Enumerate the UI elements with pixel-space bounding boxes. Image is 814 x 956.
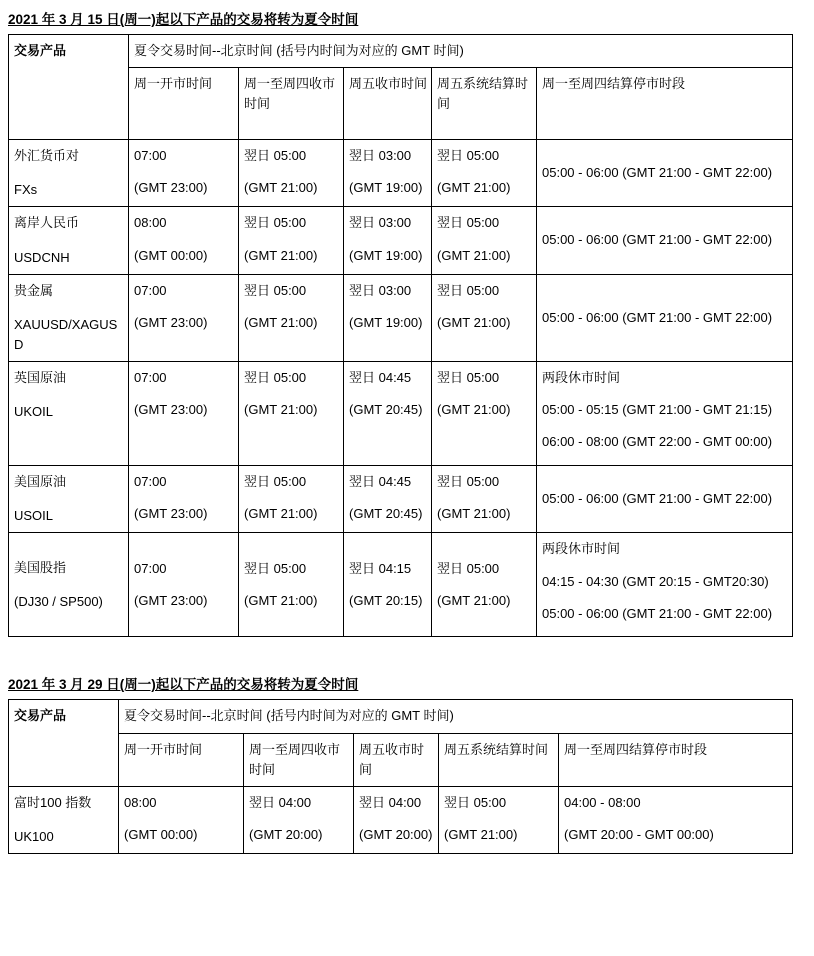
cell-open: [129, 140, 239, 207]
value-gmt: (GMT 23:00): [134, 180, 208, 196]
product-name: 美国原油: [14, 474, 67, 490]
value-local: 翌日 05:00: [437, 282, 500, 298]
header-col-halt: 周一至周四结算停市时段: [537, 68, 793, 140]
table-row: [9, 786, 793, 853]
value-gmt: (GMT 21:00): [437, 506, 511, 522]
cell-open: [119, 786, 244, 853]
cell-halt: [537, 533, 793, 637]
value-local: 翌日 05:00: [244, 560, 307, 576]
cell-open: [129, 533, 239, 637]
table-header-row-span: [9, 700, 793, 733]
header-cell-product: [9, 700, 119, 786]
cell-halt: [537, 466, 793, 533]
product-name: 贵金属: [14, 282, 54, 298]
cell-close-mon-thu: [244, 786, 354, 853]
header-col-close-fri: 周五收市时间: [354, 733, 439, 786]
table-row: [9, 274, 793, 361]
header-col-close-fri: 周五收市时间: [344, 68, 432, 140]
cell-halt: [537, 140, 793, 207]
value-gmt: (GMT 20:15): [349, 592, 423, 608]
value-local: 07:00: [134, 282, 167, 298]
header-col-open: 周一开市时间: [129, 68, 239, 140]
value-local: 07:00: [134, 148, 167, 164]
halt-line-1: 两段休市时间: [542, 370, 621, 386]
value-gmt: (GMT 20:00): [359, 826, 433, 842]
product-cell: [9, 466, 129, 533]
value-local: 翌日 05:00: [244, 215, 307, 231]
product-name: 美国股指: [14, 559, 67, 575]
product-name: 英国原油: [14, 370, 67, 386]
value-local: 翌日 05:00: [437, 474, 500, 490]
section-title-1: 2021 年 3 月 15 日(周一)起以下产品的交易将转为夏令时间: [8, 12, 359, 27]
product-code: XAUUSD/XAGUSD: [14, 316, 118, 352]
cell-close-mon-thu: [239, 533, 344, 637]
value-gmt: (GMT 23:00): [134, 592, 208, 608]
cell-close-mon-thu: [239, 274, 344, 361]
table-header-row-cols: [9, 733, 793, 786]
value-local: 翌日 04:45: [349, 474, 412, 490]
value-local: 翌日 03:00: [349, 215, 412, 231]
value-gmt: (GMT 21:00): [244, 247, 318, 263]
cell-open: [129, 362, 239, 466]
product-cell: [9, 207, 129, 274]
product-code: USDCNH: [14, 249, 70, 265]
halt-line-2: 05:00 - 05:15 (GMT 21:00 - GMT 21:15): [542, 402, 773, 418]
value-gmt: (GMT 21:00): [437, 402, 511, 418]
value-local: 07:00: [134, 370, 167, 386]
value-gmt: (GMT 21:00): [444, 826, 518, 842]
cell-close-fri: [344, 274, 432, 361]
value-local: 翌日 03:00: [349, 282, 412, 298]
section-spacer: [4, 637, 810, 671]
cell-close-fri: [344, 362, 432, 466]
cell-open: [129, 207, 239, 274]
halt-line-3: 06:00 - 08:00 (GMT 22:00 - GMT 00:00): [542, 434, 773, 450]
value-local: 翌日 05:00: [444, 794, 507, 810]
value-local: 翌日 03:00: [349, 148, 412, 164]
halt-line-1: 两段休市时间: [542, 541, 621, 557]
value-local: 翌日 05:00: [437, 148, 500, 164]
cell-settle-fri: [439, 786, 559, 853]
summer-schedule-table-1: [8, 34, 793, 637]
cell-halt: [537, 207, 793, 274]
cell-settle-fri: [432, 466, 537, 533]
value-local: 翌日 05:00: [437, 215, 500, 231]
value-local: 翌日 05:00: [244, 282, 307, 298]
value-local: 07:00: [134, 474, 167, 490]
product-code: (DJ30 / SP500): [14, 593, 103, 609]
header-col-settle-fri: 周五系统结算时间: [432, 68, 537, 140]
section-title-2: 2021 年 3 月 29 日(周一)起以下产品的交易将转为夏令时间: [8, 677, 359, 693]
value-gmt: (GMT 00:00): [124, 826, 198, 842]
value-gmt: (GMT 21:00): [244, 180, 318, 196]
cell-close-fri: [354, 786, 439, 853]
product-name: 外汇货币对: [14, 148, 80, 164]
cell-halt: [537, 274, 793, 361]
product-name: 富时100 指数: [14, 794, 92, 810]
value-local: 翌日 05:00: [244, 148, 307, 164]
header-cell-product: [9, 35, 129, 140]
cell-close-fri: [344, 533, 432, 637]
header-col-halt: 周一至周四结算停市时段: [559, 733, 793, 786]
summer-schedule-table-2: [8, 699, 793, 854]
table-row: [9, 362, 793, 466]
value-gmt: (GMT 21:00): [437, 180, 511, 196]
value-gmt: (GMT 20:00): [249, 826, 323, 842]
product-code: FXs: [14, 182, 38, 198]
value-local: 翌日 05:00: [244, 370, 307, 386]
value-gmt: (GMT 21:00): [244, 314, 318, 330]
table-row: [9, 140, 793, 207]
value-gmt: (GMT 19:00): [349, 314, 423, 330]
halt-line-2: 04:15 - 04:30 (GMT 20:15 - GMT20:30): [542, 573, 769, 589]
product-cell: [9, 533, 129, 637]
cell-settle-fri: [432, 362, 537, 466]
value-local: 翌日 05:00: [437, 370, 500, 386]
value-gmt: (GMT 20:45): [349, 506, 423, 522]
table-header-row-span: [9, 35, 793, 68]
halt-line-1: 04:00 - 08:00: [564, 794, 641, 810]
value-local: 翌日 04:45: [349, 370, 412, 386]
value-gmt: (GMT 21:00): [244, 402, 318, 418]
value-gmt: (GMT 00:00): [134, 247, 208, 263]
value-gmt: (GMT 20:45): [349, 402, 423, 418]
header-cell-span: 夏令交易时间--北京时间 (括号内时间为对应的 GMT 时间): [119, 700, 793, 733]
product-cell: [9, 362, 129, 466]
cell-open: [129, 466, 239, 533]
cell-open: [129, 274, 239, 361]
halt-line-1: 05:00 - 06:00 (GMT 21:00 - GMT 22:00): [542, 491, 773, 507]
table-row: [9, 207, 793, 274]
value-local: 07:00: [134, 560, 167, 576]
value-gmt: (GMT 23:00): [134, 402, 208, 418]
header-product-label: 交易产品: [14, 43, 67, 58]
header-col-close-mon-thu: 周一至周四收市时间: [239, 68, 344, 140]
cell-close-fri: [344, 140, 432, 207]
halt-line-1: 05:00 - 06:00 (GMT 21:00 - GMT 22:00): [542, 232, 773, 248]
value-local: 翌日 05:00: [244, 474, 307, 490]
value-gmt: (GMT 21:00): [244, 506, 318, 522]
product-cell: [9, 140, 129, 207]
value-gmt: (GMT 19:00): [349, 180, 423, 196]
value-gmt: (GMT 21:00): [244, 592, 318, 608]
product-cell: [9, 274, 129, 361]
value-local: 08:00: [124, 794, 157, 810]
cell-settle-fri: [432, 140, 537, 207]
value-gmt: (GMT 21:00): [437, 247, 511, 263]
value-gmt: (GMT 21:00): [437, 314, 511, 330]
cell-close-fri: [344, 207, 432, 274]
product-code: UKOIL: [14, 404, 54, 420]
cell-halt: [537, 362, 793, 466]
header-col-close-mon-thu: 周一至周四收市时间: [244, 733, 354, 786]
value-local: 翌日 04:00: [249, 794, 312, 810]
cell-settle-fri: [432, 207, 537, 274]
halt-line-1: 05:00 - 06:00 (GMT 21:00 - GMT 22:00): [542, 165, 773, 181]
product-code: UK100: [14, 828, 54, 844]
table-row: [9, 533, 793, 637]
value-gmt: (GMT 23:00): [134, 506, 208, 522]
cell-close-mon-thu: [239, 466, 344, 533]
value-local: 翌日 04:15: [349, 560, 412, 576]
value-gmt: (GMT 19:00): [349, 247, 423, 263]
header-cell-span: 夏令交易时间--北京时间 (括号内时间为对应的 GMT 时间): [129, 35, 793, 68]
cell-close-mon-thu: [239, 207, 344, 274]
halt-line-3: 05:00 - 06:00 (GMT 21:00 - GMT 22:00): [542, 605, 773, 621]
halt-line-1: 05:00 - 06:00 (GMT 21:00 - GMT 22:00): [542, 309, 773, 325]
table-row: [9, 466, 793, 533]
cell-settle-fri: [432, 533, 537, 637]
header-col-open: 周一开市时间: [119, 733, 244, 786]
product-cell: [9, 786, 119, 853]
header-col-settle-fri: 周五系统结算时间: [439, 733, 559, 786]
product-code: USOIL: [14, 508, 54, 524]
cell-settle-fri: [432, 274, 537, 361]
value-gmt: (GMT 21:00): [437, 592, 511, 608]
value-local: 08:00: [134, 215, 167, 231]
halt-line-2: (GMT 20:00 - GMT 00:00): [564, 826, 714, 842]
cell-close-mon-thu: [239, 362, 344, 466]
value-gmt: (GMT 23:00): [134, 314, 208, 330]
cell-close-fri: [344, 466, 432, 533]
product-name: 离岸人民币: [14, 215, 80, 231]
cell-close-mon-thu: [239, 140, 344, 207]
cell-halt: [559, 786, 793, 853]
header-product-label: 交易产品: [14, 708, 67, 724]
value-local: 翌日 05:00: [437, 560, 500, 576]
value-local: 翌日 04:00: [359, 794, 422, 810]
